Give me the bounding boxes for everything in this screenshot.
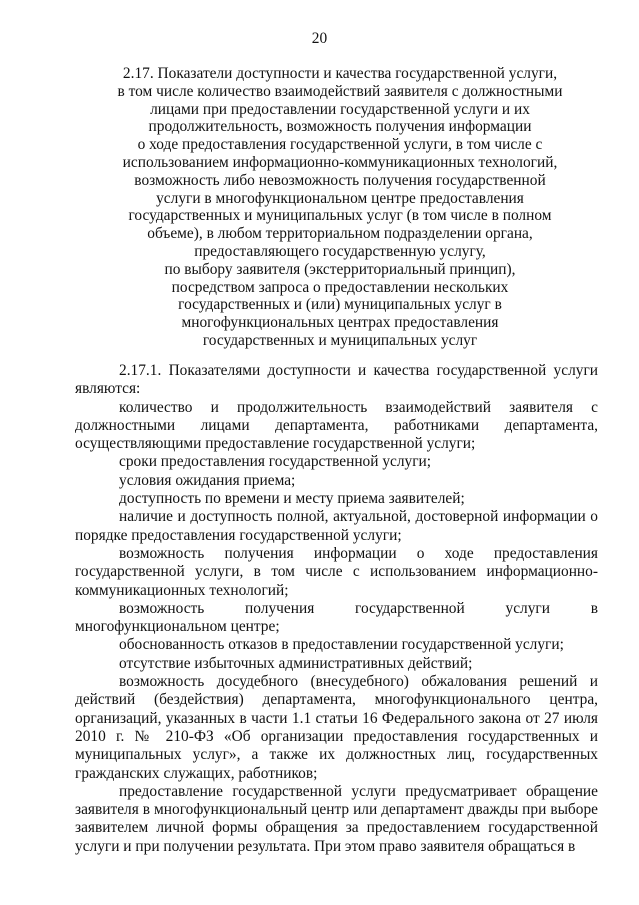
heading-line: услуги в многофункциональном центре предоставления <box>156 189 524 207</box>
heading-line: государственных и (или) муниципальных услуг в <box>178 296 502 314</box>
list-item-time-place-availability: доступность по времени и месту приема заявителей; <box>119 490 465 508</box>
list-item-no-excess-actions: отсутствие избыточных административных действий; <box>119 654 473 672</box>
paragraph-double-visit: предоставление государственной услуги предусматривает обращение заявителя в многофункциональный центр или департамент дважды при выборе заявителем личной формы обращения за предоставлением государственной услуги и при получении результата. При этом право заявителя обращаться в <box>75 782 598 855</box>
heading-line: государственных и муниципальных услуг <box>202 331 478 349</box>
list-item-information-availability: наличие и доступность полной, актуальной, достоверной информации о порядке предоставления государственной услуги; <box>75 508 598 544</box>
heading-line: 2.17. Показатели доступности и качества государственной услуги, <box>122 65 558 82</box>
heading-line: использованием информационно-коммуникационных технологий, <box>122 153 558 171</box>
list-item-waiting-conditions: условия ожидания приема; <box>119 471 296 489</box>
heading-line: о ходе предоставления государственной услуги, в том числе с <box>137 136 543 154</box>
list-item-refusal-validity: обоснованность отказов в предоставлении государственной услуги; <box>119 636 564 654</box>
heading-line: многофункциональных центрах предоставления <box>181 314 499 332</box>
list-item-interactions: количество и продолжительность взаимодействий заявителя с должностными лицами департамента, работниками департамента, осуществляющими предоставление государственной услуги; <box>75 398 598 453</box>
list-item-service-terms: сроки предоставления государственной услуги; <box>119 453 432 471</box>
list-item-appeal-possibility: возможность досудебного (внесудебного) обжалования решений и действий (бездействия) департамента, многофункционального центра, организаций, указанных в части 1.1 статьи 16 Федерального закона от 27 июля 2010 г. № 210-ФЗ «Об организации предоставления государственных и муниципальных услуг», а также их должностных лиц, государственных гражданских служащих, работников; <box>75 673 598 782</box>
heading-line: продолжительность, возможность получения информации <box>148 118 532 136</box>
paragraph-subsection-2-17-1: 2.17.1. Показателями доступности и качества государственной услуги являются: <box>75 362 598 398</box>
list-item-progress-information: возможность получения информации о ходе предоставления государственной услуги, в том числе с использованием информационно-коммуникационных технологий; <box>75 544 598 599</box>
heading-line: объеме), в любом территориальном подразделении органа, <box>147 225 533 243</box>
heading-line: по выбору заявителя (экстерриториальный принцип), <box>164 260 516 278</box>
heading-line: государственных и муниципальных услуг (в том числе в полном <box>128 207 552 225</box>
body-text <box>75 362 598 856</box>
page-number: 20 <box>311 30 328 47</box>
heading-line: посредством запроса о предоставлении нескольких <box>171 278 509 296</box>
section-heading <box>80 65 600 350</box>
heading-line: в том числе количество взаимодействий заявителя с должностными <box>117 82 563 100</box>
list-item-mfc-availability: возможность получения государственной услуги в многофункциональном центре; <box>75 599 598 636</box>
heading-line: возможность либо невозможность получения государственной <box>134 171 546 189</box>
heading-line: предоставляющего государственную услугу, <box>194 242 486 260</box>
heading-line: лицами при предоставлении государственной услуги и их <box>150 100 530 118</box>
